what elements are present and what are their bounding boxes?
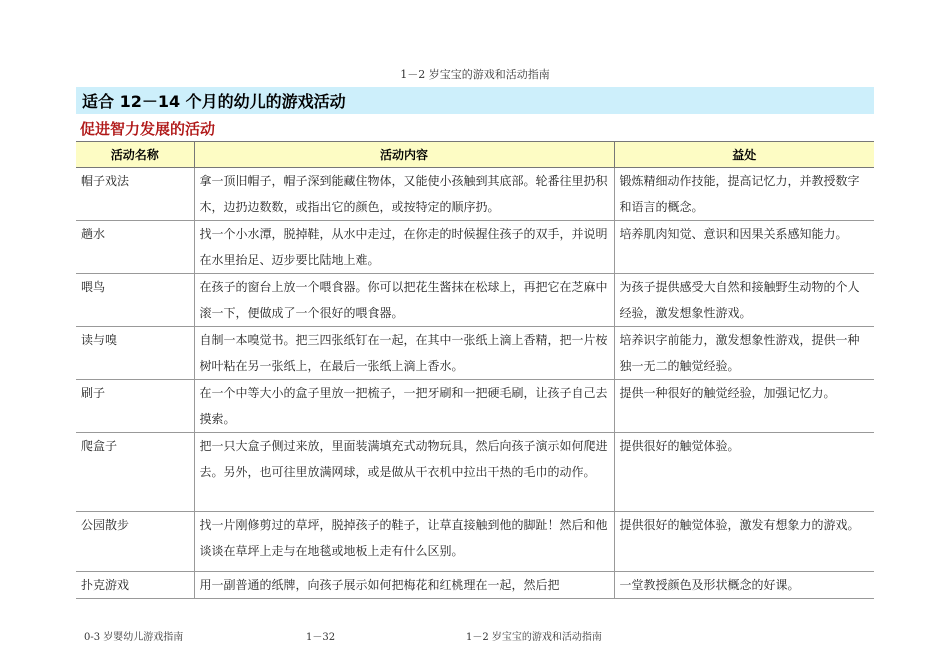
activity-name: 趟水 <box>76 221 194 274</box>
activity-benefit: 培养识字前能力，激发想象性游戏，提供一种独一无二的触觉经验。 <box>614 327 874 380</box>
header-activity-content: 活动内容 <box>194 142 614 168</box>
table-row <box>76 512 874 572</box>
activity-content: 用一副普通的纸牌，向孩子展示如何把梅花和红桃理在一起，然后把 <box>194 572 614 599</box>
header-benefit: 益处 <box>614 142 874 168</box>
activity-content: 在孩子的窗台上放一个喂食器。你可以把花生酱抹在松球上，再把它在芝麻中滚一下，便做成了一个很好的喂食器。 <box>194 274 614 327</box>
activities-table <box>76 141 874 599</box>
table-row <box>76 572 874 599</box>
activity-benefit: 提供很好的触觉体验，激发有想象力的游戏。 <box>614 512 874 572</box>
activity-content: 把一只大盒子侧过来放，里面装满填充式动物玩具，然后向孩子演示如何爬进去。另外，也可往里放满网球，或是做从干衣机中拉出干热的毛巾的动作。 <box>194 433 614 512</box>
activity-content: 找一个小水潭，脱掉鞋，从水中走过，在你走的时候握住孩子的双手，并说明在水里抬足、迈步要比陆地上难。 <box>194 221 614 274</box>
activity-name: 公园散步 <box>76 512 194 572</box>
header-activity-name: 活动名称 <box>76 142 194 168</box>
activity-benefit: 为孩子提供感受大自然和接触野生动物的个人经验，激发想象性游戏。 <box>614 274 874 327</box>
running-header: 1－2 岁宝宝的游戏和活动指南 <box>400 68 550 81</box>
section-title: 适合 12－14 个月的幼儿的游戏活动 <box>82 92 346 111</box>
activity-name: 读与嗅 <box>76 327 194 380</box>
activity-name: 刷子 <box>76 380 194 433</box>
table-row <box>76 433 874 512</box>
activity-benefit: 提供很好的触觉体验。 <box>614 433 874 512</box>
activity-content: 在一个中等大小的盒子里放一把梳子，一把牙刷和一把硬毛刷，让孩子自己去摸索。 <box>194 380 614 433</box>
table-header-row <box>76 142 874 168</box>
table-row <box>76 327 874 380</box>
activity-benefit: 培养肌肉知觉、意识和因果关系感知能力。 <box>614 221 874 274</box>
activity-benefit: 提供一种很好的触觉经验，加强记忆力。 <box>614 380 874 433</box>
activity-content: 找一片刚修剪过的草坪，脱掉孩子的鞋子，让草直接触到他的脚趾！然后和他谈谈在草坪上走与在地毯或地板上走有什么区别。 <box>194 512 614 572</box>
table-row <box>76 221 874 274</box>
section-title-bar <box>76 87 874 114</box>
footer-page-number: 1－32 <box>306 632 336 643</box>
footer-chapter-title: 1－2 岁宝宝的游戏和活动指南 <box>466 632 602 643</box>
footer-book-title: 0-3 岁婴幼儿游戏指南 <box>84 632 184 643</box>
activity-content: 拿一顶旧帽子，帽子深到能藏住物体，又能使小孩触到其底部。轮番往里扔积木，边扔边数数，或指出它的颜色，或按特定的顺序扔。 <box>194 168 614 221</box>
activity-benefit: 锻炼精细动作技能，提高记忆力，并教授数字和语言的概念。 <box>614 168 874 221</box>
activity-content: 自制一本嗅觉书。把三四张纸钉在一起，在其中一张纸上滴上香精，把一片桉树叶粘在另一张纸上，在最后一张纸上滴上香水。 <box>194 327 614 380</box>
table-row <box>76 380 874 433</box>
table-row <box>76 274 874 327</box>
activity-name: 喂鸟 <box>76 274 194 327</box>
subsection-title: 促进智力发展的活动 <box>80 120 216 138</box>
activity-name: 帽子戏法 <box>76 168 194 221</box>
table-row <box>76 168 874 221</box>
activity-benefit: 一堂教授颜色及形状概念的好课。 <box>614 572 874 599</box>
activity-name: 爬盒子 <box>76 433 194 512</box>
activity-name: 扑克游戏 <box>76 572 194 599</box>
